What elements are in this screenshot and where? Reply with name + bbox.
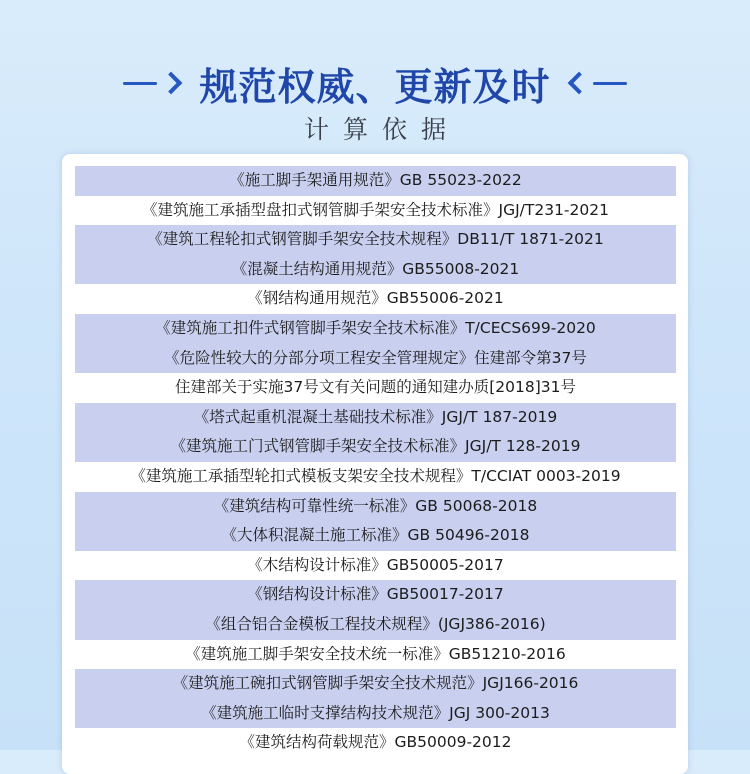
chevron-left-icon [567, 72, 590, 95]
left-chevron-decoration [123, 75, 185, 91]
standard-item: 《施工脚手架通用规范》GB 55023-2022 [75, 166, 676, 196]
standard-item: 《建筑工程轮扣式钢管脚手架安全技术规程》DB11/T 1871-2021 [75, 225, 676, 255]
standard-item: 《建筑施工脚手架安全技术统一标准》GB51210-2016 [75, 640, 676, 670]
standard-item: 《建筑结构可靠性统一标准》GB 50068-2018 [75, 492, 676, 522]
standard-item: 《建筑施工承插型轮扣式模板支架安全技术规程》T/CCIAT 0003-2019 [75, 462, 676, 492]
standard-item: 《大体积混凝土施工标准》GB 50496-2018 [75, 521, 676, 551]
standards-card [62, 154, 688, 774]
chevron-right-icon [160, 72, 183, 95]
standard-item: 《钢结构设计标准》GB50017-2017 [75, 580, 676, 610]
decor-line [123, 82, 157, 85]
standard-item: 《建筑施工门式钢管脚手架安全技术标准》JGJ/T 128-2019 [75, 432, 676, 462]
page-title: 规范权威、更新及时 [199, 64, 551, 109]
standard-item: 《木结构设计标准》GB50005-2017 [75, 551, 676, 581]
header [0, 0, 750, 155]
standard-item: 住建部关于实施37号文有关问题的通知建办质[2018]31号 [75, 373, 676, 403]
standard-item: 《建筑施工碗扣式钢管脚手架安全技术规范》JGJ166-2016 [75, 669, 676, 699]
standard-item: 《建筑结构荷载规范》GB50009-2012 [75, 728, 676, 758]
page-subtitle: 计算依据 [303, 115, 460, 144]
standard-item: 《混凝土结构通用规范》GB55008-2021 [75, 255, 676, 285]
decor-line [593, 82, 627, 85]
title-row [0, 58, 750, 108]
right-chevron-decoration [565, 75, 627, 91]
standard-item: 《建筑施工承插型盘扣式钢管脚手架安全技术标准》JGJ/T231-2021 [75, 196, 676, 226]
standards-list [75, 166, 676, 758]
standard-item: 《塔式起重机混凝土基础技术标准》JGJ/T 187-2019 [75, 403, 676, 433]
standard-item: 《建筑施工临时支撑结构技术规范》JGJ 300-2013 [75, 699, 676, 729]
standard-item: 《建筑施工扣件式钢管脚手架安全技术标准》T/CECS699-2020 [75, 314, 676, 344]
standard-item: 《危险性较大的分部分项工程安全管理规定》住建部令第37号 [75, 344, 676, 374]
standard-item: 《组合铝合金模板工程技术规程》(JGJ386-2016) [75, 610, 676, 640]
standard-item: 《钢结构通用规范》GB55006-2021 [75, 284, 676, 314]
